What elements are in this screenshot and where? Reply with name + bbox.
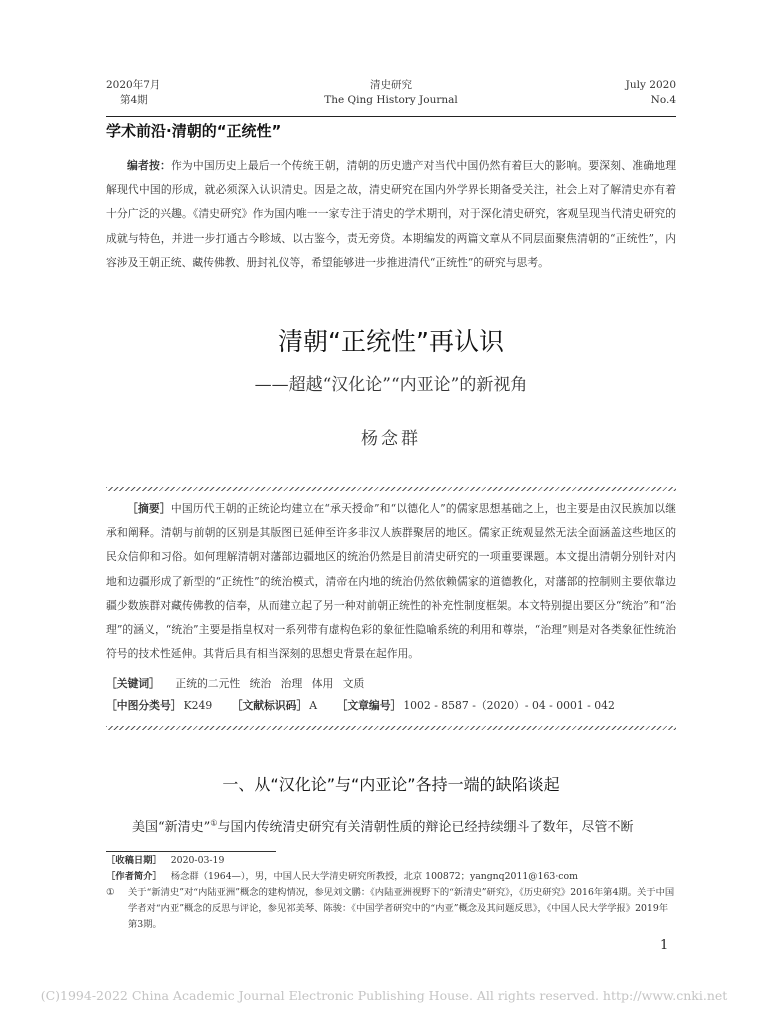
clc-value: K249 bbox=[183, 699, 213, 712]
keywords-line bbox=[106, 676, 364, 691]
running-header bbox=[106, 78, 676, 112]
journal-name-cn: 清史研究 bbox=[370, 79, 412, 91]
abstract-text: 中国历代王朝的正统论均建立在“承天授命”和“以德化人”的儒家思想基础之上，也主要是由汉民族加以继承和阐释。清朝与前朝的区别是其版图已延伸至许多非汉人族群聚居的地区。儒家正统观显然无法全面涵盖这些地区的民众信仰和习俗。如何理解清朝对藩部边疆地区的统治仍然是目前清史研究的一项重要课题。本文提出清朝分别针对内地和边疆形成了新型的“正统性”的统治模式，清帝在内地的统治仍然依赖儒家的道德教化，对藩部的控制则主要依靠边疆少数族群对藏传佛教的信奉，从而建立起了另一种对前朝正统性的补充性制度框架。本文特别提出要区分“统治”和“治理”的涵义，“统治”主要是指皇权对一系列带有虚构色彩的象征性隐喻系统的利用和尊崇，“治理”则是对各类象征性统治符号的技术性延伸。其背后具有相当深刻的思想史背景在起作用。 bbox=[106, 502, 677, 661]
header-issue-cn: 第4期 bbox=[120, 94, 148, 106]
body-paragraph bbox=[106, 816, 676, 835]
doc-code-label: ［文献标识码］ bbox=[231, 699, 308, 712]
footnote-1 bbox=[106, 885, 676, 933]
footnote-1-text: 关于“新清史”对“内陆亚洲”概念的建构情况，参见刘文鹏：《内陆亚洲视野下的“新清史”研究》，《历史研究》2016年第4期。关于中国学者对“内亚”概念的反思与评论，参见祁美琴、陈骏：《中国学者研究中的“内亚”概念及其问题反思》，《中国人民大学学报》2019年第3期。 bbox=[128, 887, 675, 930]
keywords-label: ［关键词］ bbox=[106, 677, 160, 690]
article-number-value: 1002 - 8587 -（2020）- 04 - 0001 - 042 bbox=[403, 699, 615, 712]
keyword-item: 治理 bbox=[280, 677, 303, 690]
abstract-top-divider bbox=[106, 487, 676, 491]
copyright-watermark: (C)1994-2022 China Academic Journal Electronic Publishing House. All rights reserved. http://www.cnki.net bbox=[40, 988, 728, 1003]
author-bio-value: 杨念群（1964—），男，中国人民大学清史研究所教授，北京 100872；yangnq2011@163·com bbox=[170, 871, 578, 882]
header-issue-en: No.4 bbox=[650, 94, 676, 106]
article-number-label: ［文章编号］ bbox=[336, 699, 402, 712]
footnote-1-mark: ① bbox=[106, 887, 115, 898]
author-bio-label: ［作者简介］ bbox=[106, 871, 162, 882]
classification-line bbox=[106, 698, 631, 713]
received-value: 2020-03-19 bbox=[170, 855, 225, 866]
page-number: 1 bbox=[660, 938, 669, 953]
article-author: 杨念群 bbox=[361, 429, 421, 449]
header-date-en: July 2020 bbox=[625, 79, 676, 91]
footnote-received bbox=[106, 853, 676, 869]
keyword-item: 统治 bbox=[249, 677, 272, 690]
article-subtitle: ——超越“汉化论”“内亚论”的新视角 bbox=[254, 375, 528, 395]
footnote-rule bbox=[106, 851, 276, 852]
doc-code-value: A bbox=[309, 699, 318, 712]
received-label: ［收稿日期］ bbox=[106, 855, 162, 866]
editor-note-label: 编者按： bbox=[127, 159, 171, 172]
journal-name-en: The Qing History Journal bbox=[324, 94, 458, 106]
footnote-ref-1[interactable]: ① bbox=[210, 818, 218, 828]
clc-label: ［中图分类号］ bbox=[106, 699, 182, 712]
keyword-item: 体用 bbox=[311, 677, 334, 690]
body-text-rest: 与国内传统清史研究有关清朝性质的辩论已经持续绷斗了数年，尽管不断 bbox=[217, 820, 634, 835]
abstract bbox=[106, 497, 676, 666]
header-center bbox=[106, 78, 676, 108]
article-title: 清朝“正统性”再认识 bbox=[278, 327, 504, 356]
header-rule bbox=[106, 116, 676, 117]
abstract-label: ［摘要］ bbox=[127, 502, 171, 515]
column-title: 学术前沿·清朝的“正统性” bbox=[106, 122, 282, 140]
section-title: 一、从“汉化论”与“内亚论”各持一端的缺陷谈起 bbox=[222, 775, 560, 794]
abstract-bottom-divider bbox=[106, 726, 676, 730]
editor-note-text: 作为中国历史上最后一个传统王朝，清朝的历史遗产对当代中国仍然有着巨大的影响。要深刻、准确地理解现代中国的形成，就必须深入认识清史。因是之故，清史研究在国内外学界长期备受关注，社会上对了解清史亦有着十分广泛的兴趣。《清史研究》作为国内唯一一家专注于清史的学术期刊，对于深化清史研究，客观呈现当代清史研究的成就与特色，并进一步打通古今畛域、以古鉴今，责无旁贷。本期编发的两篇文章从不同层面聚焦清朝的“正统性”，内容涉及王朝正统、藏传佛教、册封礼仪等，希望能够进一步推进清代“正统性”的研究与思考。 bbox=[106, 159, 676, 269]
footnote-author bbox=[106, 869, 676, 885]
keyword-item: 文质 bbox=[342, 677, 365, 690]
header-right bbox=[626, 78, 676, 108]
body-text-start: 美国“新清史” bbox=[132, 820, 211, 835]
editor-note bbox=[106, 154, 676, 275]
keyword-item: 正统的二元性 bbox=[175, 677, 241, 690]
header-date-cn: 2020年7月 bbox=[106, 79, 161, 91]
